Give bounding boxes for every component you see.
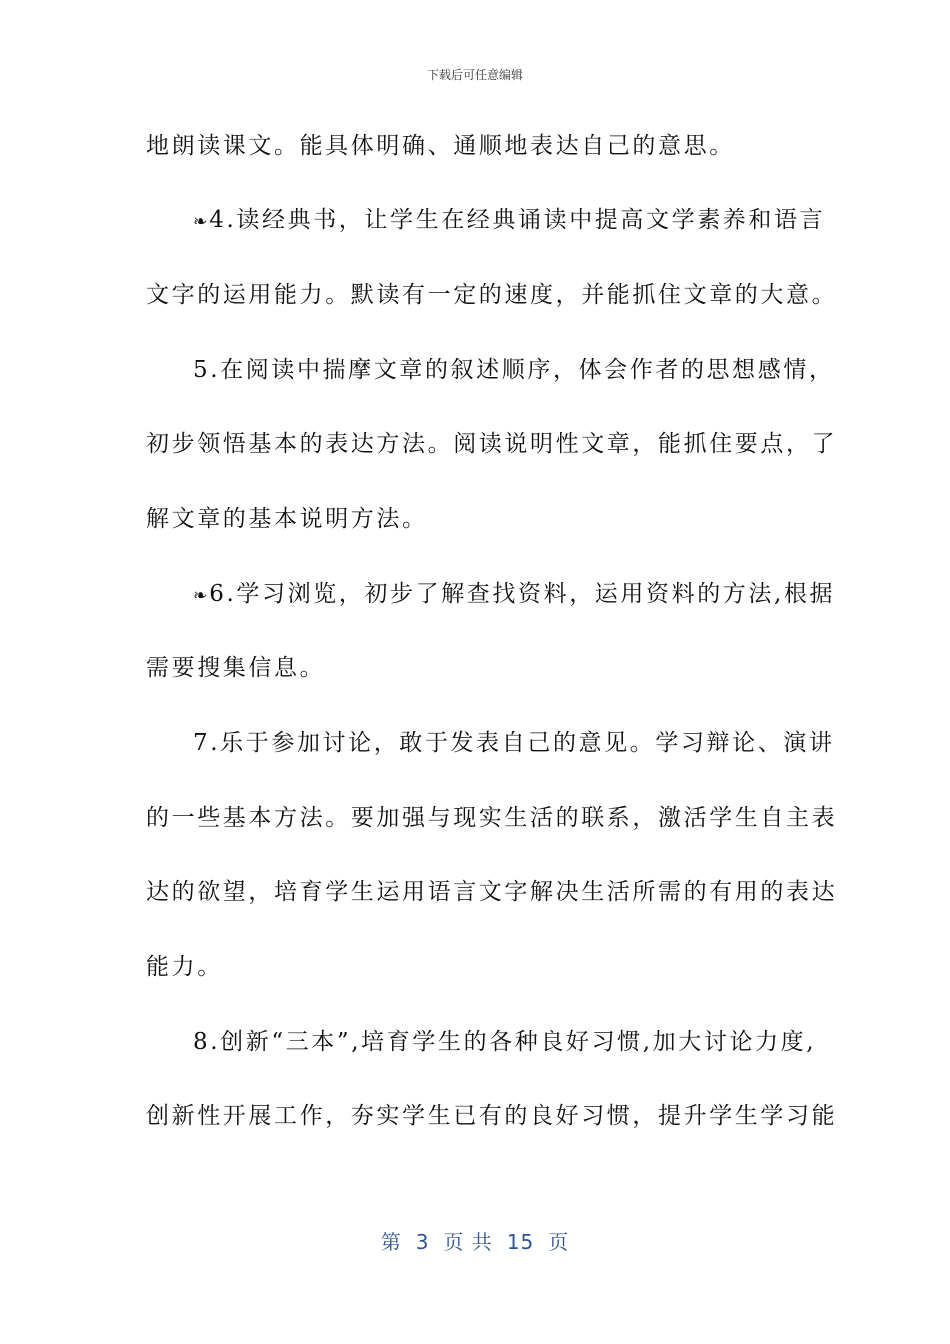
footer-suffix: 页 [548,1230,570,1254]
text-line: 需要搜集信息。 [146,655,326,681]
floral-bullet-icon: ❧ [193,212,208,232]
footer-page-number: 3 [415,1230,430,1254]
footer-prefix: 第 [380,1230,402,1254]
text-line: 达的欲望，培育学生运用语言文字解决生活所需的有用的表达 [146,879,838,905]
text-line: 文字的运用能力。默读有一定的速度，并能抓住文章的大意。 [146,282,838,308]
text-line: 8.创新“三本”,培育学生的各种良好习惯,加大讨论力度, [193,1029,817,1055]
floral-bullet-icon: ❧ [193,586,208,606]
text-line: ❧4.读经典书，让学生在经典诵读中提高文学素养和语言 [193,207,826,233]
footer-total-pages: 15 [506,1230,535,1254]
text-line: 7.乐于参加讨论，敢于发表自己的意见。学习辩论、演讲 [193,730,835,756]
text-line: 创新性开展工作，夯实学生已有的良好习惯，提升学生学习能 [146,1103,838,1129]
text-line: 的一些基本方法。要加强与现实生活的联系，激活学生自主表 [146,805,838,831]
footer-middle: 页 共 [443,1230,493,1254]
text-line: ❧6.学习浏览，初步了解查找资料，运用资料的方法,根据 [193,581,836,607]
text-line: 5.在阅读中揣摩文章的叙述顺序，体会作者的思想感情， [193,357,835,383]
text-line: 解文章的基本说明方法。 [146,506,428,532]
text-line: 地朗读课文。能具体明确、通顺地表达自己的意思。 [146,133,735,159]
page-header: 下载后可任意编辑 [426,68,523,82]
text-line: 初步领悟基本的表达方法。阅读说明性文章，能抓住要点，了 [146,431,838,457]
page-footer [0,1226,950,1255]
text-line: 能力。 [146,954,223,980]
